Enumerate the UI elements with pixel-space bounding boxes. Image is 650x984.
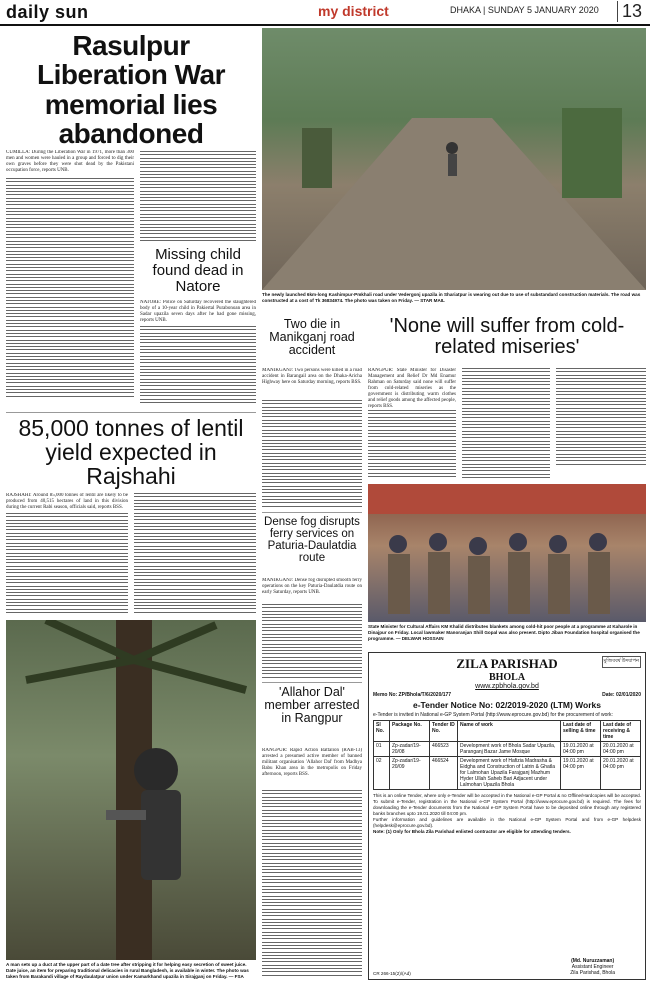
tender-note-1: This is an online Tender, where only e-Tender will be accepted in the National e-GP Portal & no Offline/Hardcopies will be accepted. To submit e-Tender, registration in the National e-GP System Portal (http://www.eprocure.gov.bd) is required. The fees for downloading the e-Tender documents from the National e-GP System Portal have to be deposited online through any registered banks branches upto 19.01.2020 till 04:00 pm. [373,793,641,816]
story-rasulpur-lead: CUMILLA: During the Liberation War in 1971, more than 300 men and women were hauled in a group and forced to dig their own graves before they were shot dead by the Pakistani occupation force, reports UNB. [6,150,134,173]
stamp-label: মুজিববর্ষ উদযাপন [602,656,641,668]
tender-notice [368,652,646,980]
table-cell: 01 [374,742,390,757]
story-rasulpur-body [6,178,134,408]
story-allahor-dal-headline: 'Allahor Dal' member arrested in Rangpur [264,685,360,726]
table-cell: 19.01.2020 at 04:00 pm [561,757,601,790]
tender-signatory [570,958,615,976]
table-cell: 20.01.2020 at 04:00 pm [601,742,641,757]
signatory-title: Assistant Engineer [571,964,614,970]
photo-date-tree-caption: A man sets up a duct at the upper part of a date tree after stripping it for helping easy secretion of sweet juice. Date juice, an item for preparing traditional delicacies in rural Bangladesh, is available in winter. The photo was taken from Barakandi village of Raydaulatpur union under Kamarkhand upazila in Sirajganj on Friday. — FSA [6,962,249,979]
masthead-rule [0,24,650,26]
signatory-name: (Md. Nuruzzaman) [571,958,615,964]
tender-table [373,720,641,790]
tender-header-sl: Sl No. [374,721,390,742]
table-row [374,742,641,757]
photo-blanket-caption: State Minister for Cultural Affairs KM Khalid distributes blankets among cold-hit poor people at a programme at Kaharole in Dinajpur on Friday. Local lawmaker Manoranjan Shill Gopal was also present. Dipto Jiban Foundation hospital organised the programme. — DELWAR HOSSAIN [368,624,640,641]
photo-damaged-road [262,28,646,290]
story-manikganj-headline: Two die in Manikganj road accident [269,317,355,358]
story-lentil-headline: 85,000 tonnes of lentil yield expected in Rajshahi [18,415,244,490]
tender-office: ZILA PARISHAD [456,656,558,671]
story-manikganj-body [262,400,362,510]
story-fog-lead: MANIKGANJ: Dense fog disrupted smooth ferry operations on the key Paturia-Daulatdia route on early Saturday, reports UNB. [262,578,362,595]
story-fog-headline: Dense fog disrupts ferry services on Paturia-Daulatdia route [264,516,360,565]
tender-note-2: Further information and guidelines are available in the National e-GP System Portal and from e-GP helpdesk (helpdesk@eprocure.gov.bd). [373,817,641,828]
table-cell: 02 [374,757,390,790]
story-rasulpur-headline: Rasulpur Liberation War memorial lies abandoned [37,30,225,150]
story-lentil-body [6,513,128,617]
divider [262,512,362,513]
tender-header-package: Package No. [390,721,430,742]
story-allahor-dal-lead: RANGPUR: Rapid Action Battalion (RAB-13) arrested a presumed active member of banned militant organisation 'Allahor Dal' from Madhya Babu Khan area in the metropolis on Friday afternoon, reports BSS. [262,748,362,777]
tender-district: BHOLA [488,672,526,683]
tender-note-3: Note: (1) Only for Bhola Zila Parishad enlisted contractor are eligible for attending tenders. [373,829,571,834]
story-natore-headline: Missing child found dead in Natore [152,246,244,295]
table-cell: Zp-zadar/19-20/08 [390,742,430,757]
dateline: DHAKA | SUNDAY 5 JANUARY 2020 [450,5,599,15]
section-name: my district [318,3,389,19]
story-lentil-lead: RAJSHAHI: Around 85,000 tonnes of lentil are likely to be produced from 40,515 hectares of land in this division during the current Rabi season, officials said, reports BSS. [6,493,128,510]
story-natore-body [140,326,256,406]
photo-road-caption: The newly launched 6km-long Kashimpur-Pmkhali road under Vedergonj upazila in Shariatpur is wearing out due to use of substandard construction materials. The road was constructed at a cost of Tk 36834974. The photo was taken on Friday. — STAR MAIL [262,292,641,303]
photo-date-tree [6,620,256,960]
story-allahor-dal-body [262,790,362,980]
table-cell: 20.01.2020 at 04:00 pm [601,757,641,790]
newspaper-name: daily sun [6,2,89,22]
table-row [374,757,641,790]
story-natore-lead: NATORE: Police on Saturday recovered the slaughtered body of a 10-year child in Pakiertal Purabonoan area in Sadar upazila seven days after he had gone missing, reports UNB. [140,300,256,323]
story-lentil-body-col2 [134,493,256,617]
photo-blanket-distribution [368,484,646,622]
road-image [262,28,646,290]
story-cold-headline: 'None will suffer from cold-related miseries' [389,315,625,358]
table-cell: Development work of Hafizia Madrasha & Eidgha and Construction of Latrin & Ghatla for Lalmohan Upazila Farajganj Mazhum Hyder Ullah Saheb Bari Adjacent under Lalmohan Upazila Bhola [458,757,561,790]
story-cold-body [368,410,456,480]
story-fog-body [262,604,362,680]
divider [6,412,256,413]
story-cold-body-col2 [462,368,550,480]
tender-date: Date: 02/01/2020 [602,692,641,698]
tender-ref: CR 266-15(2)/(Ad) [373,971,411,976]
tender-title: e-Tender Notice No: 02/2019-2020 (LTM) Works [413,700,601,710]
tender-header-sell-date: Last date of selling & time [561,721,601,742]
tender-website[interactable]: www.zpbhola.gov.bd [475,683,539,690]
tender-memo-row [373,692,641,698]
page-number: 13 [617,1,642,22]
story-cold-lead: RANGPUR: State Minister for Disaster Management and Relief Dr Md Enamur Rahman on Saturday said none will suffer from cold-related miseries as the government is distributing warm clothes and relief goods among the affected people, reports BSS. [368,368,456,408]
story-cold-body-col3 [556,368,646,468]
table-cell: Development work of Bhola Sadar Upazila, Paranganj Bazar Jame Mosque [458,742,561,757]
tender-header-work: Name of work [458,721,561,742]
tender-intro: e-Tender is invited in National e-GP System Portal (http://www.eprocure.gov.bd) for the procurement of work: [373,712,613,718]
signatory-office: Zila Parishad, Bhola [570,970,615,976]
story-manikganj-lead: MANIKGANJ: Two persons were killed in a road accident in Barangail area on the Dhaka-Aricha Highway here on Saturday morning, reports BSS. [262,368,362,385]
table-cell: 466523 [430,742,458,757]
tender-memo: Memo No: ZP/Bhola/T/6/2020/177 [373,692,452,698]
tender-header-id: Tender ID No. [430,721,458,742]
table-cell: Zp-zadar/19-20/09 [390,757,430,790]
table-cell: 466524 [430,757,458,790]
tender-header-receive-date: Last date of receiving & time [601,721,641,742]
story-rasulpur-body-col2 [140,151,256,246]
date-tree-image [6,620,256,960]
blanket-image [368,484,646,622]
table-cell: 19.01.2020 at 04:00 pm [561,742,601,757]
divider [262,682,362,683]
